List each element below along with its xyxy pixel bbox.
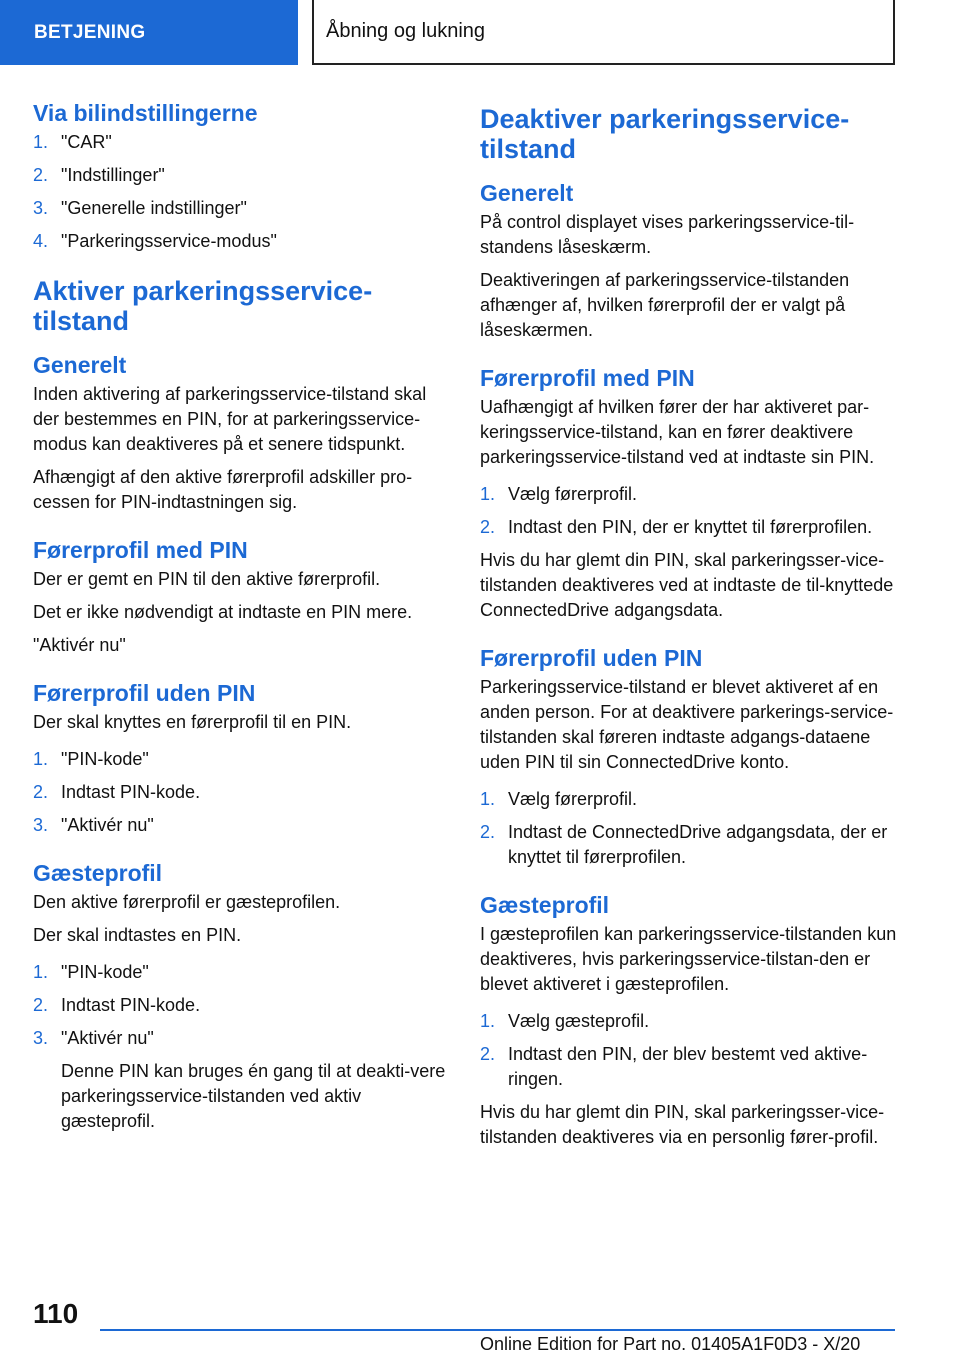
paragraph: Det er ikke nødvendigt at indtaste en PIN mere. (33, 602, 413, 622)
list-item: 1. "PIN-kode" (33, 749, 149, 769)
paragraph: Der skal knyttes en førerprofil til en PIN. (33, 712, 352, 732)
list-item: 2. Indtast PIN-kode. (33, 782, 201, 802)
nopin-steps-list (33, 747, 448, 838)
chapter-title: Åbning og lukning (312, 0, 895, 65)
paragraph: Parkeringsservice-tilstand er blevet aktiveret af en anden person. For at deaktivere parkerings-service-tilstanden skal føreren indtaste adgangs-dataene uden PIN til sin ConnectedDrive konto. (480, 677, 894, 772)
paragraph: I gæsteprofilen kan parkeringsservice-tilstanden kun deaktiveres, hvis parkeringsservice-tilstan-den er blevet aktiveret i gæsteprofilen. (480, 924, 897, 994)
paragraph: Hvis du har glemt din PIN, skal parkeringsser-vice-tilstanden deaktiveres ved at indtaste de til-knyttede ConnectedDrive adgangsdata. (480, 550, 894, 620)
general-heading: Generelt (480, 180, 574, 206)
list-item: 2. Indtast de ConnectedDrive adgangsdata, der er knyttet til førerprofilen. (480, 822, 888, 867)
list-item: 1. Vælg førerprofil. (480, 789, 638, 809)
list-item: 1. "PIN-kode" (33, 962, 149, 982)
guest-steps-list (33, 960, 448, 1051)
paragraph: Hvis du har glemt din PIN, skal parkeringsser-vice-tilstanden deaktiveres via en personlig fører-profil. (480, 1102, 885, 1147)
pin-heading: Førerprofil med PIN (480, 365, 695, 391)
list-item: 3. "Generelle indstillinger" (33, 198, 247, 218)
paragraph: Der skal indtastes en PIN. (33, 925, 242, 945)
nopin-heading: Førerprofil uden PIN (33, 680, 256, 706)
section-tab: BETJENING (0, 0, 298, 65)
list-item: 3. "Aktivér nu" (33, 815, 154, 835)
list-item: 1. "CAR" (33, 132, 112, 152)
via-steps-list (33, 130, 448, 254)
paragraph: Uafhængigt af hvilken fører der har aktiveret par-keringsservice-tilstand, kan en fører deaktivere parkeringsservice-tilstand ved at indtaste sin PIN. (480, 397, 875, 467)
pin-steps-list (480, 482, 900, 540)
list-item: 4. "Parkeringsservice-modus" (33, 231, 277, 251)
list-item: 2. "Indstillinger" (33, 165, 165, 185)
list-item: 1. Vælg gæsteprofil. (480, 1011, 650, 1031)
page-number: 110 (33, 1298, 79, 1329)
guest-steps-list (480, 1009, 900, 1092)
paragraph: Inden aktivering af parkeringsservice-tilstand skal der bestemmes en PIN, for at parkeringsservice-modus kan deaktiveres på et senere tidspunkt. (33, 384, 427, 454)
nopin-steps-list (480, 787, 900, 870)
general-heading: Generelt (33, 352, 127, 378)
guest-note: Denne PIN kan bruges én gang til at deakti-vere parkeringsservice-tilstanden ved aktiv gæsteprofil. (61, 1061, 446, 1131)
guest-heading: Gæsteprofil (33, 860, 163, 886)
paragraph: Der er gemt en PIN til den aktive førerprofil. (33, 569, 381, 589)
list-item: 1. Vælg førerprofil. (480, 484, 638, 504)
paragraph: "Aktivér nu" (33, 635, 126, 655)
deactivate-heading: Deaktiver parkeringsservice- tilstand (480, 104, 850, 164)
list-item: 2. Indtast PIN-kode. (33, 995, 201, 1015)
paragraph: På control displayet vises parkeringsservice-til-standens låseskærm. (480, 212, 855, 257)
paragraph: Deaktiveringen af parkeringsservice-tilstanden afhænger af, hvilken førerprofil der er valgt på låseskærmen. (480, 270, 850, 340)
list-item: 2. Indtast den PIN, der er knyttet til førerprofilen. (480, 517, 873, 537)
nopin-heading: Førerprofil uden PIN (480, 645, 703, 671)
footer-rule (100, 1329, 895, 1331)
via-heading: Via bilindstillingerne (33, 100, 258, 126)
paragraph: Den aktive førerprofil er gæsteprofilen. (33, 892, 341, 912)
list-item: 3. "Aktivér nu" (33, 1028, 154, 1048)
activate-heading: Aktiver parkeringsservice- tilstand (33, 276, 373, 336)
pin-heading: Førerprofil med PIN (33, 537, 248, 563)
paragraph: Afhængigt af den aktive førerprofil adskiller pro-cessen for PIN-indtastningen sig. (33, 467, 413, 512)
guest-heading: Gæsteprofil (480, 892, 610, 918)
list-item: 2. Indtast den PIN, der blev bestemt ved aktive-ringen. (480, 1044, 868, 1089)
right-column (480, 100, 900, 1158)
edition-text: Online Edition for Part no. 01405A1F0D3 - X/20 (480, 1334, 861, 1354)
left-column (33, 100, 448, 1142)
